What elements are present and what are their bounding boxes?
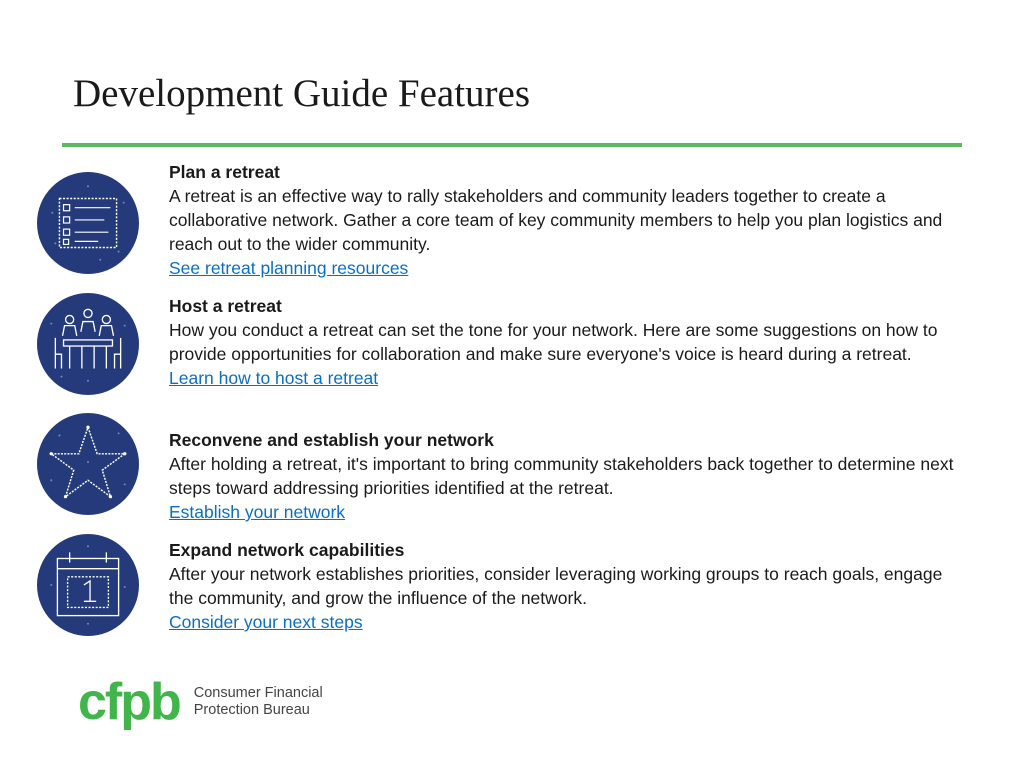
page-title: Development Guide Features (73, 72, 531, 115)
calendar-icon (37, 534, 139, 636)
feature-description: A retreat is an effective way to rally stakeholders and community leaders together to create a collaborative network. Gather a core team of key community members to help you plan logistics and reach out to the wider community. (169, 186, 943, 254)
next-steps-link[interactable]: Consider your next steps (169, 612, 363, 632)
retreat-planning-resources-link[interactable]: See retreat planning resources (169, 258, 409, 278)
feature-heading: Plan a retreat (169, 162, 280, 182)
logo-line-2: Protection Bureau (193, 702, 310, 718)
feature-heading: Reconvene and establish your network (169, 430, 494, 450)
establish-network-link[interactable]: Establish your network (169, 502, 346, 522)
host-retreat-link[interactable]: Learn how to host a retreat (169, 368, 379, 388)
cfpb-logo-text (194, 685, 323, 719)
cfpb-logo (78, 674, 323, 730)
star-icon (37, 413, 139, 515)
meeting-table-icon (37, 293, 139, 395)
feature-description: After holding a retreat, it's important to bring community stakeholders back together to determine next steps toward addressing priorities identified at the retreat. (169, 454, 954, 498)
feature-description: After your network establishes priorities, consider leveraging working groups to reach goals, engage the community, and grow the influence of the network. (169, 564, 943, 608)
feature-heading: Host a retreat (169, 296, 282, 316)
feature-heading: Expand network capabilities (169, 540, 405, 560)
checklist-icon (37, 172, 139, 274)
logo-line-1: Consumer Financial (193, 685, 323, 701)
feature-description: How you conduct a retreat can set the tone for your network. Here are some suggestions on how to provide opportunities for collaboration and make sure everyone's voice is heard during a retreat. (169, 320, 938, 364)
cfpb-logo-mark: cfpb (78, 673, 180, 731)
title-divider (62, 143, 962, 147)
